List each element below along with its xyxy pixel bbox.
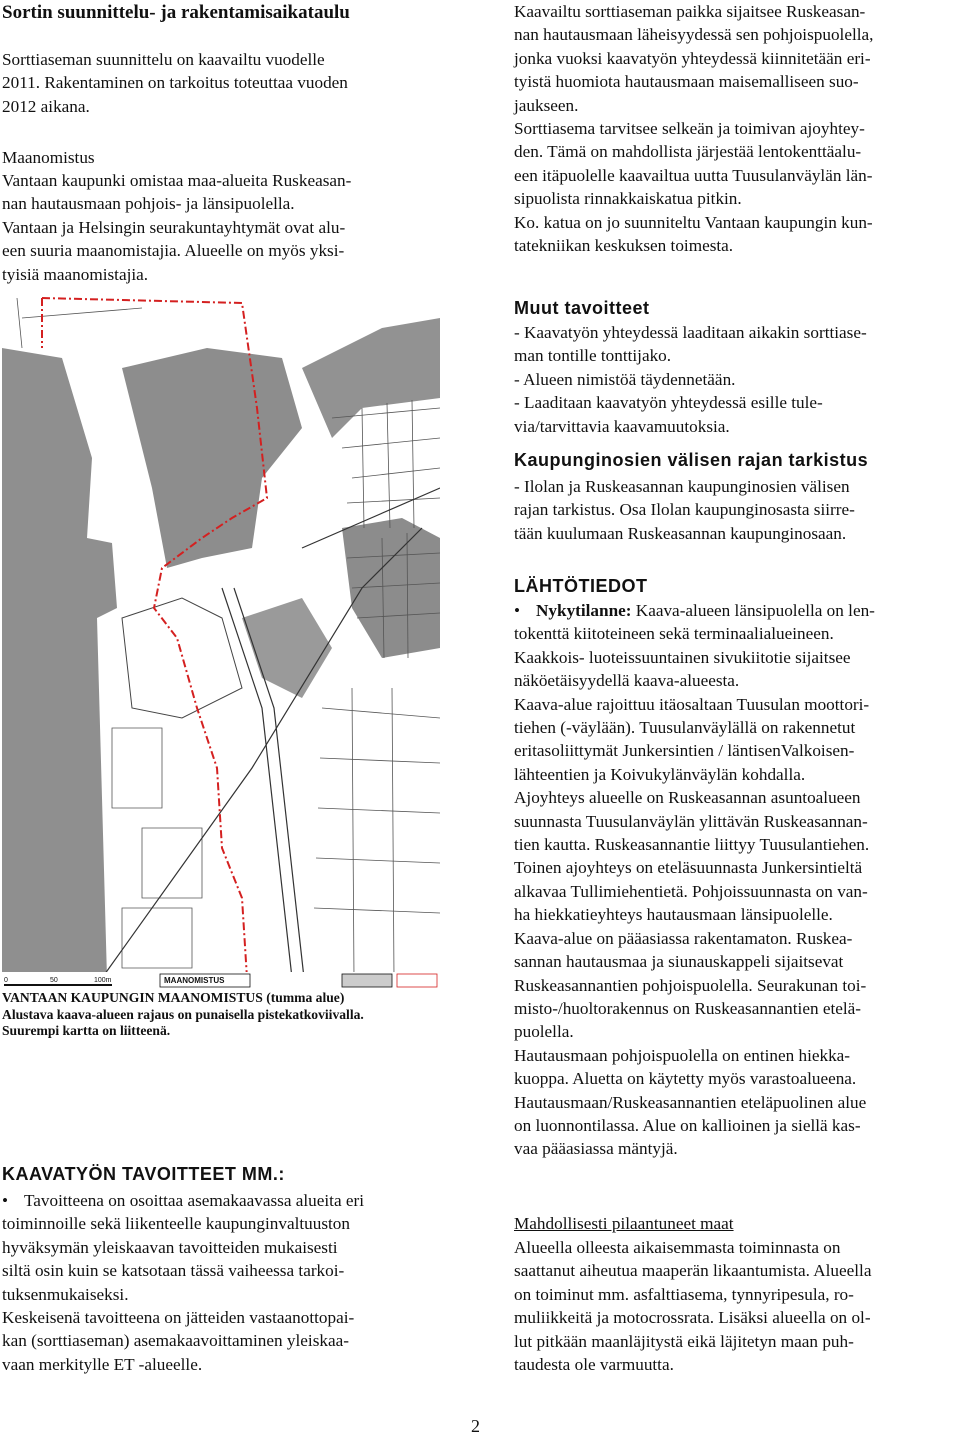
paragraph-other-goals: - Kaavatyön yhteydessä laaditaan aikakin sorttiase- man tontille tonttijako. - Alueen nimistöä täydennetään. - Laaditaan kaavatyön yhteydessä esille tule- via/tarvittavia kaavamuutoksia.: [514, 323, 867, 436]
bullet-current-rest: Kaava-alueen länsipuolella on len-: [631, 601, 875, 620]
scale-label-50: 50: [50, 977, 58, 984]
heading-contaminated-soil: Mahdollisesti pilaantuneet maat: [514, 1214, 734, 1233]
map-title-text: MAANOMISTUS: [164, 976, 225, 985]
heading-land-ownership: Maanomistus: [2, 148, 95, 167]
heading-other-goals: Muut tavoitteet: [514, 298, 650, 318]
map-graphic: [2, 288, 440, 988]
land-ownership-map: [2, 288, 440, 988]
bullet-dot: •: [514, 601, 521, 620]
page-number: 2: [471, 1416, 480, 1436]
paragraph-district-border: - Ilolan ja Ruskeasannan kaupunginosien välisen rajan tarkistus. Osa Ilolan kaupunginosasta siirre- tään kuulumaan Ruskeasannan kaupunginosaan.: [514, 477, 855, 543]
paragraph-goals: toiminnoille sekä liikenteelle kaupunginvaltuuston hyväksymän yleiskaavan tavoitteiden mukaisesti siltä osin kuin se katsotaan tässä vaiheessa tarkoi- tuksenmukaiseksi. Keskeisenä tavoitteena on jätteiden vastaanottopai- kan (sorttiaseman) asemakaavoittaminen yleiskaa- vaan merkitylle ET -alueelle.: [2, 1214, 355, 1374]
bullet-goal-lead: Tavoitteena on osoittaa asemakaavassa alueita eri: [24, 1191, 365, 1210]
map-caption: VANTAAN KAUPUNGIN MAANOMISTUS (tumma alue) Alustava kaava-alueen rajaus on punaisella pistekatkoviivalla. Suurempi kartta on liitteenä.: [2, 990, 364, 1038]
paragraph-site-location: Kaavailtu sorttiaseman paikka sijaitsee Ruskeasan- nan hautausmaan läheisyydessä sen pohjoispuolella, jonka vuoksi kaavatyön yhteydessä kiinnitetään eri- tyistä huomiota hautausmaan maisemalliseen suo- jaukseen. Sorttiasema tarvitsee selkeän ja toimivan ajoyhtey- den. Tämä on mahdollista järjestää lentokenttäalu- een itäpuolelle kaavailtua uutta Tuusulanväylän län- sipuolista rinnakkaiskatua pitkin. Ko. katua on jo suunniteltu Vantaan kaupungin kun- tatekniikan keskuksen toimesta.: [514, 2, 874, 256]
heading-schedule: Sortin suunnittelu- ja rakentamisaikataulu: [2, 2, 350, 23]
scale-label-100: 100m: [94, 977, 112, 984]
paragraph-schedule: Sorttiaseman suunnittelu on kaavailtu vuodelle 2011. Rakentaminen on tarkoitus toteuttaa vuoden 2012 aikana.: [2, 50, 348, 116]
heading-goals: KAAVATYÖN TAVOITTEET MM.:: [2, 1164, 285, 1184]
bullet-current-label: Nykytilanne:: [536, 601, 632, 620]
bullet-dot: •: [2, 1191, 9, 1210]
heading-background-data: LÄHTÖTIEDOT: [514, 576, 648, 596]
paragraph-contaminated-soil: Alueella olleesta aikaisemmasta toiminnasta on saattanut aiheutua maaperän likaantumista. Alueella on toiminut mm. asfalttiasema, tynnyripesula, ro- muliikkeitä ja motocrossrata. Lisäksi alueella on ol- lut pitkään maanläjitystä eikä läjitetyn maan puh- taudesta ole varmuutta.: [514, 1238, 872, 1375]
paragraph-land-ownership: Vantaan kaupunki omistaa maa-alueita Ruskeasan- nan hautausmaan pohjois- ja länsipuolella. Vantaan ja Helsingin seurakuntayhtymät ovat alu- een suuria maanomistajia. Alueelle on myös yksi- tyisiä maanomistajia.: [2, 171, 352, 284]
scale-label-0: 0: [4, 977, 8, 984]
heading-district-border: Kaupunginosien välisen rajan tarkistus: [514, 450, 869, 470]
paragraph-current-state: tokenttä kiitoteineen sekä terminaalialueineen. Kaakkois- luoteissuuntainen sivukiitotie sijaitsee näköetäisyydellä kaava-alueesta. Kaava-alue rajoittuu itäosaltaan Tuusulan moottori- tiehen (-väylään). Tuusulanväylällä on rakennetut eritasoliittymät Junkersintien / läntisenValkoisen- lähteentien ja Koivukylänväylän kohdalla. Ajoyhteys alueelle on Ruskeasannan asuntoalueen suunnasta Tuusulanväylän ylittävän Ruskeasannan- tien kautta. Ruskeasannantie liittyy Tuusulantiehen. Toinen ajoyhteys on eteläsuunnasta Junkersintieltä alkavaa Tullimiehentietä. Pohjoissuunnasta on van- ha hiekkatieyhteys hautausmaan länsipuolelle. Kaava-alue on pääasiassa rakentamaton. Ruskea- sannan hautausmaa ja siunauskappeli sijaitsevat Ruskeasannantien pohjoispuolella. Seurakunan toi- misto-/huoltorakennus on Ruskeasannantien etelä- puolella. Hautausmaan pohjoispuolella on entinen hiekka- kuoppa. Aluetta on käytetty myös varastoalueena. Hautausmaan/Ruskeasannantien eteläpuolinen alue on luonnontilassa. Alue on kallioinen ja siellä kas- vaa pääasiassa mäntyjä.: [514, 624, 870, 1159]
